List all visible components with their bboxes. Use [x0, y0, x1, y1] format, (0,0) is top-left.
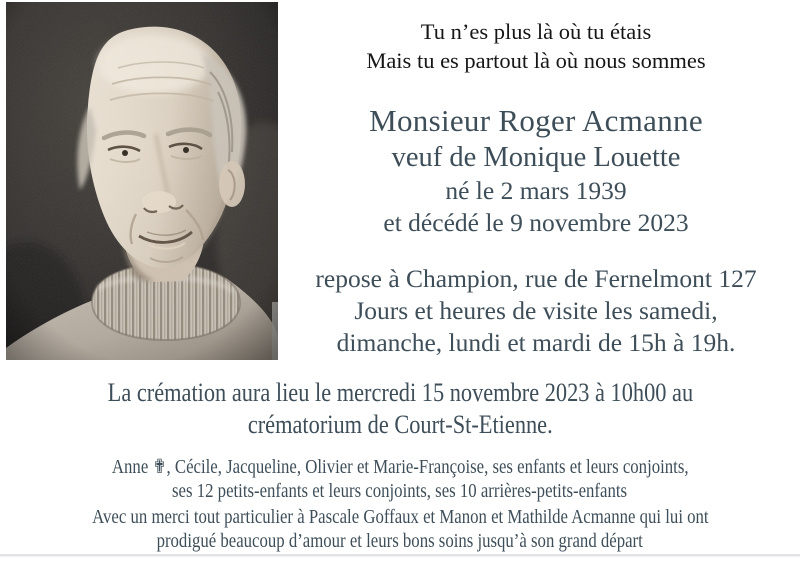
ceremony-and-family-block	[0, 377, 800, 553]
repose-line-3: dimanche, lundi et mardi de 15h à 19h.	[336, 328, 736, 357]
deceased-relation: veuf de Monique Louette	[391, 142, 681, 173]
birth-date: né le 2 mars 1939	[445, 176, 627, 205]
family-names	[0, 456, 800, 503]
thanks-line-1: Avec un merci tout particulier à Pascale Goffaux et Manon et Mathilde Acmanne qui lui ont	[91, 507, 709, 528]
cremation-line-1: La crémation aura lieu le mercredi 15 novembre 2023 à 10h00 au	[107, 378, 693, 407]
epitaph	[278, 0, 794, 75]
repose-line-2: Jours et heures de visite les samedi,	[354, 296, 718, 325]
cremation-line-2: crématorium de Court-St-Etienne.	[247, 410, 553, 439]
deceased-name: Monsieur Roger Acmanne	[369, 103, 703, 138]
epitaph-line-2: Mais tu es partout là où nous sommes	[366, 48, 706, 73]
repose-info	[278, 263, 794, 359]
thanks-note	[0, 506, 800, 553]
family-line-1: Anne ✟, Cécile, Jacqueline, Olivier et Marie-Françoise, ses enfants et leurs conjoints,	[111, 457, 689, 478]
death-date: et décédé le 9 novembre 2023	[383, 208, 689, 237]
thanks-line-2: prodigué beaucoup d’amour et leurs bons soins jusqu’à son grand départ	[156, 530, 644, 552]
announcement-column	[278, 0, 794, 359]
page-bottom-divider	[0, 554, 800, 557]
portrait-photo	[6, 2, 278, 360]
epitaph-line-1: Tu n’es plus là où tu étais	[420, 19, 652, 44]
repose-line-1: repose à Champion, rue de Fernelmont 127	[315, 264, 757, 293]
portrait-photo-art	[6, 2, 278, 360]
family-line-2: ses 12 petits-enfants et leurs conjoints, ses 10 arrières-petits-enfants	[172, 480, 628, 502]
